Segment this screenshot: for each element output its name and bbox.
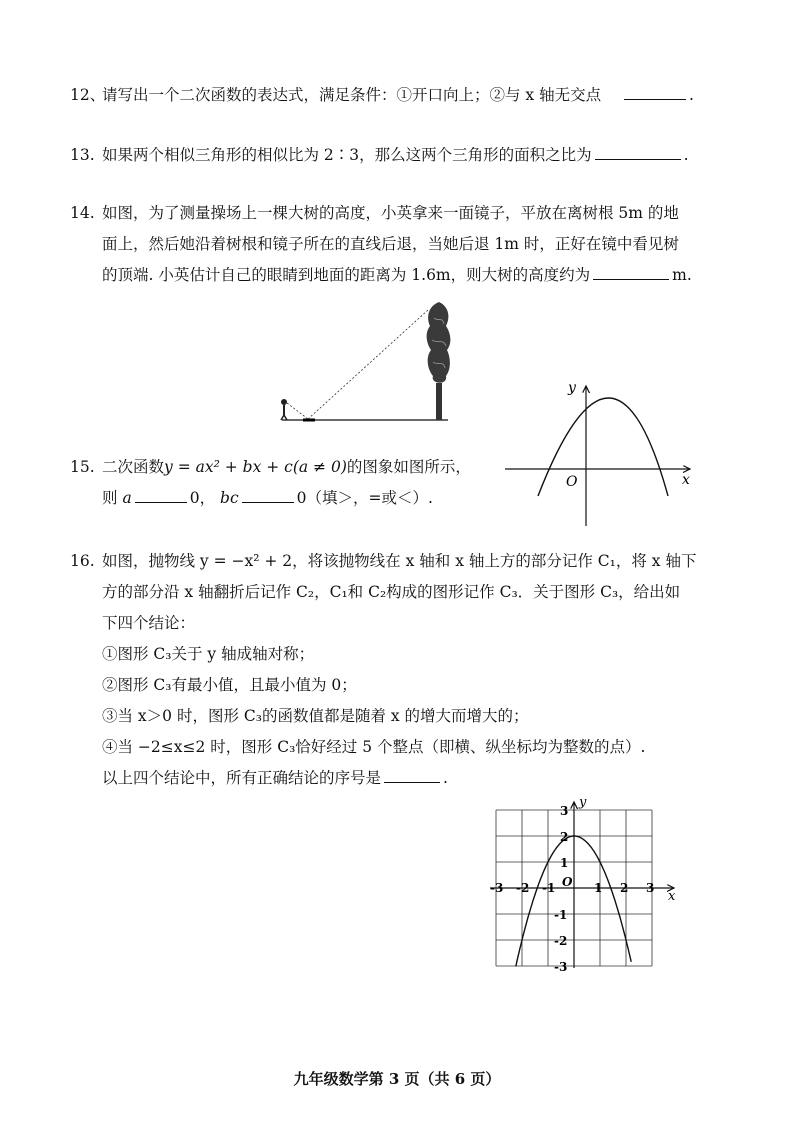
x-tick-label: -2 — [516, 881, 530, 895]
grid-figure-16 — [486, 796, 686, 972]
y-tick-label: 1 — [560, 856, 569, 870]
parabola-figure-15 — [500, 378, 700, 528]
question-number: 14. — [70, 204, 95, 222]
answer-blank[interactable] — [593, 278, 669, 280]
period: . — [683, 146, 689, 164]
question-line: 如图，抛物线 y = −x² + 2，将该抛物线在 x 轴和 x 轴上方的部分记作 C₁，将 x 轴下 — [102, 552, 697, 570]
y-tick-label: -3 — [554, 960, 568, 972]
parabola-curve — [538, 398, 668, 496]
sight-line — [287, 403, 308, 419]
question-line: 面上，然后她沿着树根和镜子所在的直线后退，当她后退 1m 时，正好在镜中看见树 — [102, 235, 679, 253]
y-tick-label: 2 — [560, 830, 569, 844]
x-tick-label: -3 — [490, 881, 504, 895]
conclusion-3: ③当 x＞0 时，图形 C₃的函数值都是随着 x 的增大而增大的； — [102, 707, 529, 725]
x-label: x — [682, 472, 690, 488]
reflection-line — [308, 310, 428, 419]
formula: y = ax² + bx + c(a ≠ 0) — [164, 458, 347, 476]
question-line: 的顶端. 小英估计自己的眼睛到地面的距离为 1.6m，则大树的高度约为 — [102, 266, 591, 284]
x-tick-label: -1 — [542, 881, 556, 895]
question-text: 二次函数 — [102, 458, 165, 476]
page-footer: 九年级数学第 3 页（共 6 页） — [293, 1070, 501, 1088]
variable-bc: bc — [220, 489, 239, 507]
x-tick-label: 1 — [594, 881, 603, 895]
period: . — [689, 86, 694, 104]
question-number: 12、 — [70, 86, 106, 104]
question-12 — [70, 80, 730, 111]
origin-label: O — [566, 474, 578, 490]
conclusion-2: ②图形 C₃有最小值，且最小值为 0； — [102, 676, 357, 694]
question-text: 则 — [102, 489, 118, 507]
y-tick-label: 3 — [560, 804, 569, 818]
question-line: 如图，为了测量操场上一棵大树的高度，小英拿来一面镜子，平放在离树根 5m 的地 — [102, 204, 679, 222]
question-text: 0， — [189, 489, 216, 507]
question-text: 请写出一个二次函数的表达式，满足条件：①开口向上；②与 x 轴无交点 — [102, 86, 602, 104]
answer-blank-bc[interactable] — [242, 501, 294, 503]
question-number: 16. — [70, 552, 95, 570]
x-tick-label: 3 — [646, 881, 655, 895]
origin-label: O — [562, 875, 573, 889]
y-label: y — [568, 380, 576, 396]
girl-icon — [281, 399, 287, 420]
question-text: 的图象如图所示， — [346, 458, 471, 476]
question-16 — [70, 546, 730, 794]
conclusion-1: ①图形 C₃关于 y 轴成轴对称； — [102, 645, 315, 663]
question-text: 0（填＞，=或＜）. — [296, 489, 433, 507]
y-tick-label: -2 — [554, 934, 568, 948]
x-label: x — [668, 889, 676, 904]
answer-blank-a[interactable] — [135, 501, 187, 503]
question-line: 方的部分沿 x 轴翻折后记作 C₂，C₁和 C₂构成的图形记作 C₃．关于图形 C₃，给出如 — [102, 583, 681, 601]
tree-icon — [427, 302, 451, 420]
question-text: 如果两个相似三角形的相似比为 2∶3，那么这两个三角形的面积之比为 — [102, 146, 592, 164]
tree-mirror-figure — [270, 298, 470, 428]
question-13 — [70, 140, 730, 171]
question-14 — [70, 198, 730, 291]
variable-a: a — [122, 489, 132, 507]
unit: m. — [672, 266, 692, 284]
conclusion-4: ④当 −2≤x≤2 时，图形 C₃恰好经过 5 个整点（即横、纵坐标均为整数的点）. — [102, 738, 646, 756]
answer-blank[interactable] — [624, 98, 686, 100]
period: . — [443, 769, 448, 787]
question-line: 下四个结论： — [102, 614, 196, 632]
question-number: 15. — [70, 458, 95, 476]
y-label: y — [579, 796, 587, 810]
question-number: 13. — [70, 146, 95, 164]
y-tick-label: -1 — [554, 908, 568, 922]
answer-blank[interactable] — [595, 158, 681, 160]
question-text: 以上四个结论中，所有正确结论的序号是 — [102, 769, 382, 787]
x-tick-label: 2 — [620, 881, 629, 895]
answer-blank[interactable] — [384, 781, 440, 783]
